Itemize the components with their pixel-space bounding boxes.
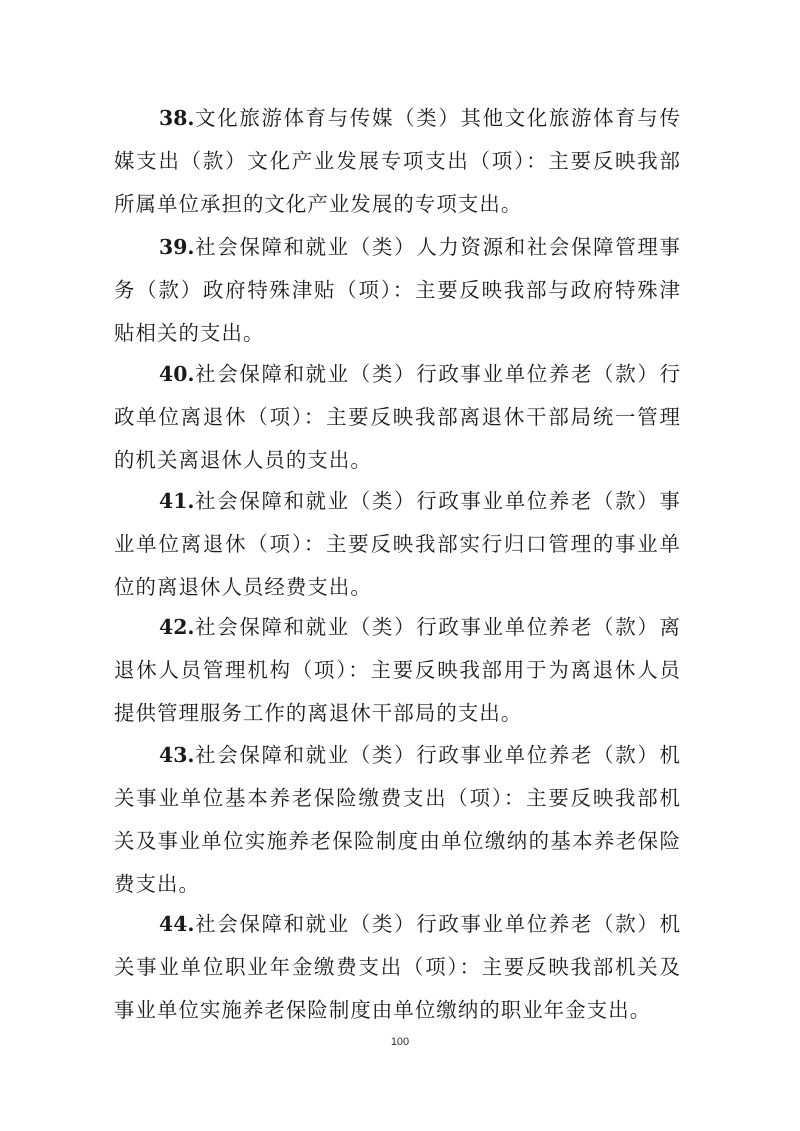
- item-text: 文化旅游体育与传媒（类）其他文化旅游体育与传媒支出（款）文化产业发展专项支出（项）：主要反映我部所属单位承担的文化产业发展的专项支出。: [114, 106, 681, 216]
- paragraph-42: [114, 606, 681, 735]
- paragraph-38: [114, 97, 681, 226]
- item-number: 44.: [159, 912, 195, 936]
- item-number: 40.: [159, 362, 195, 386]
- item-text: 社会保障和就业（类）行政事业单位养老（款）机关事业单位职业年金缴费支出（项）：主要反映我部机关及事业单位实施养老保险制度由单位缴纳的职业年金支出。: [114, 912, 681, 1022]
- item-text: 社会保障和就业（类）行政事业单位养老（款）行政单位离退休（项）：主要反映我部离退休干部局统一管理的机关离退休人员的支出。: [114, 362, 681, 472]
- paragraph-43: [114, 734, 681, 906]
- paragraph-39: [114, 226, 681, 355]
- item-text: 社会保障和就业（类）行政事业单位养老（款）机关事业单位基本养老保险缴费支出（项）：主要反映我部机关及事业单位实施养老保险制度由单位缴纳的基本养老保险费支出。: [114, 743, 681, 896]
- item-number: 38.: [159, 106, 195, 130]
- page-number: 100: [390, 1036, 410, 1048]
- item-text: 社会保障和就业（类）行政事业单位养老（款）离退休人员管理机构（项）：主要反映我部用于为离退休人员提供管理服务工作的离退休干部局的支出。: [114, 615, 681, 725]
- item-number: 41.: [159, 489, 195, 513]
- paragraph-44: [114, 903, 681, 1032]
- paragraph-40: [114, 353, 681, 482]
- item-text: 社会保障和就业（类）人力资源和社会保障管理事务（款）政府特殊津贴（项）：主要反映我部与政府特殊津贴相关的支出。: [114, 235, 681, 345]
- paragraph-41: [114, 480, 681, 609]
- item-number: 39.: [159, 235, 195, 259]
- item-text: 社会保障和就业（类）行政事业单位养老（款）事业单位离退休（项）：主要反映我部实行归口管理的事业单位的离退休人员经费支出。: [114, 489, 681, 599]
- item-number: 43.: [159, 743, 195, 767]
- item-number: 42.: [159, 615, 195, 639]
